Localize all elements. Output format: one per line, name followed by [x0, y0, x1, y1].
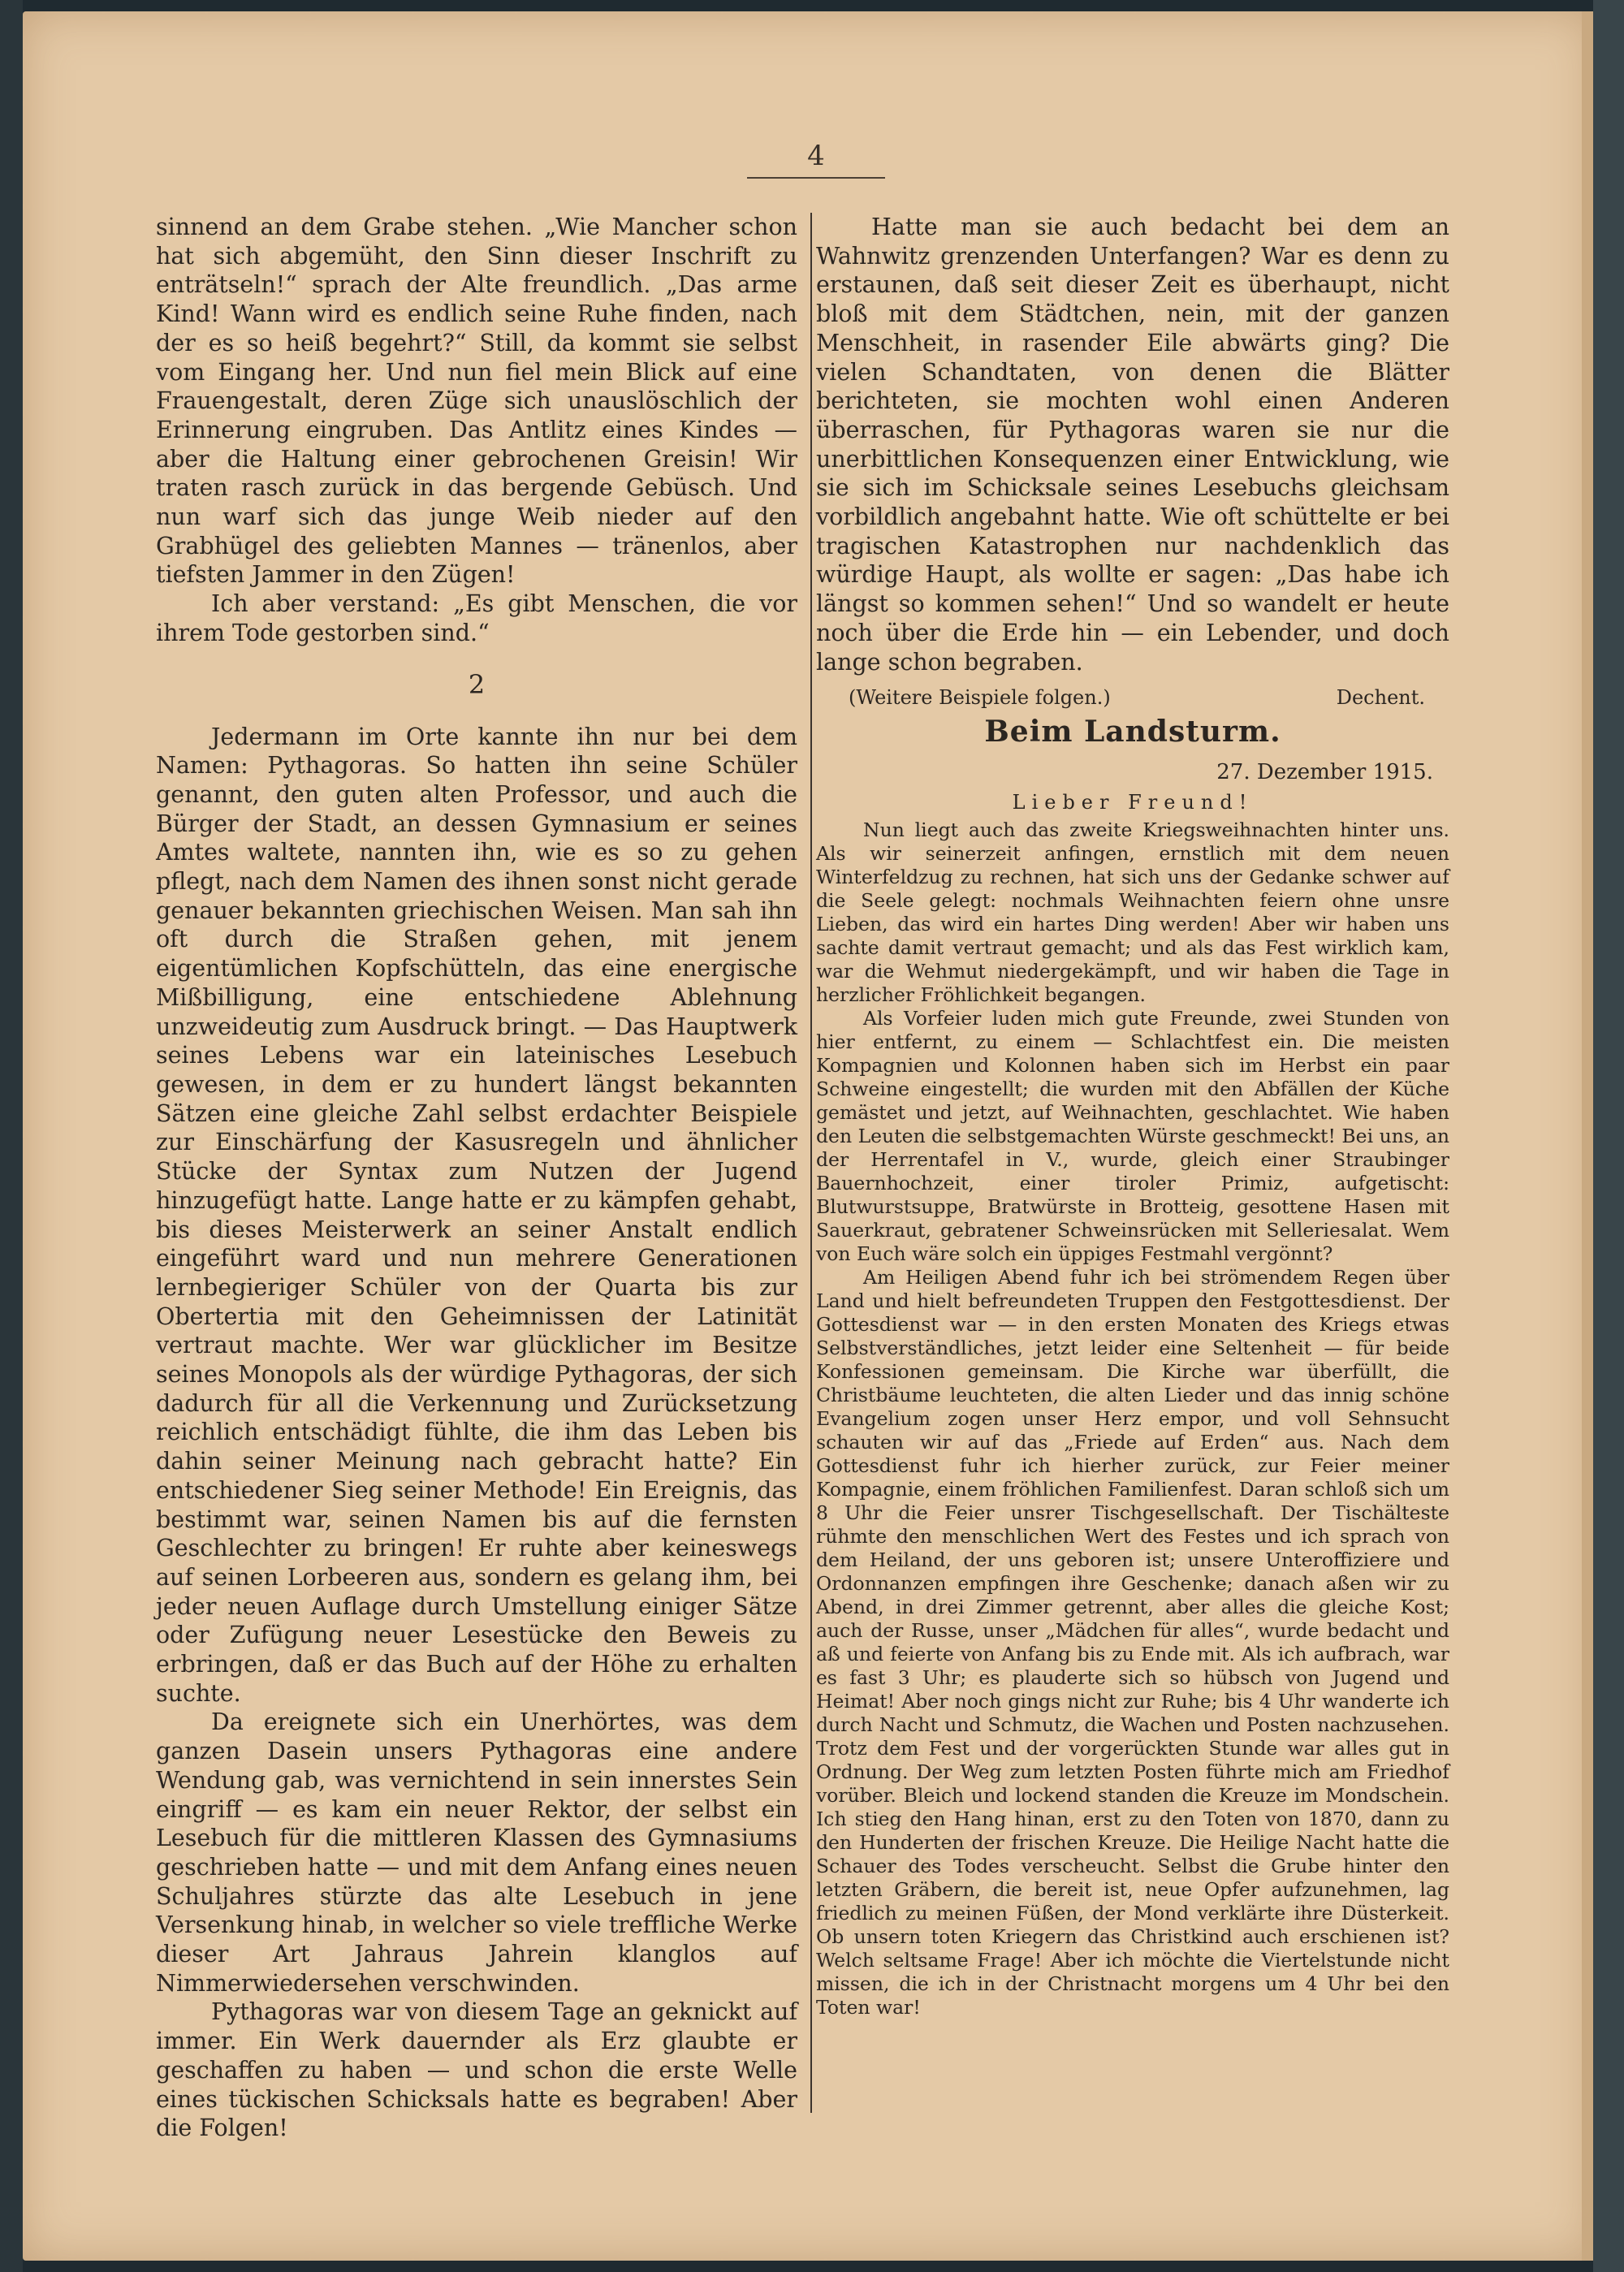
- article-paragraph: Als Vorfeier luden mich gute Freunde, zwei Stunden von hier entfernt, zu einem — Schlachtfest ein. Die meisten Kompagnien und Kolonnen haben sich im Herbst ein paar Schweine eingestellt; die wurden mit den Abfällen der Küche gemästet und jetzt, auf Weihnachten, geschlachtet. Wie haben den Leuten die selbstgemachten Würste geschmeckt! Bei uns, an der Herrentafel in V., wurde, gleich einer Straubinger Bauernhochzeit, einer tiroler Primiz, aufgetischt: Blutwurstsuppe, Bratwürste in Brotteig, gesottene Hasen mit Sauerkraut, gebratener Schweinsrücken mit Selleriesalat. Wem von Euch wäre solch ein üppiges Festmahl vergönnt?: [816, 1007, 1449, 1265]
- article-landsturm: [816, 715, 1449, 2019]
- story-paragraph: Hatte man sie auch bedacht bei dem an Wahnwitz grenzenden Unterfangen? War es denn zu erstaunen, daß seit dieser Zeit es überhaupt, nicht bloß mit dem Städtchen, nein, mit der ganzen Menschheit, in rasender Eile abwärts ging? Die vielen Schandtaten, von denen die Blätter berichteten, sie mochten wohl einen Anderen überraschen, für Pythagoras waren sie nur die unerbittlichen Konsequenzen einer Entwicklung, wie sie sich im Schicksale seines Lesebuchs gleichsam vorbildlich angebahnt hatte. Wie oft schüttelte er bei tragischen Katastrophen nur nachdenklich das würdige Haupt, als wollte er sagen: „Das habe ich längst so kommen sehen!“ Und so wandelt er heute noch über die Erde hin — ein Lebender, und doch lange schon begraben.: [816, 214, 1449, 676]
- author-signature: Dechent.: [1336, 686, 1425, 710]
- page-number: 4: [747, 140, 885, 179]
- section-number: 2: [468, 668, 486, 700]
- continuation-note: (Weitere Beispiele folgen.): [849, 686, 1111, 710]
- story-paragraph: Da ereignete sich ein Unerhörtes, was dem ganzen Dasein unsers Pythagoras eine andere Wendung gab, was vernichtend in sein innerstes Sein eingriff — es kam ein neuer Rektor, der selbst ein Lesebuch für die mittleren Klassen des Gymnasiums geschrieben hatte — und mit dem Anfang eines neuen Schuljahres stürzte das alte Lesebuch in jene Versenkung hinab, in welcher so viele treffliche Werke dieser Art Jahraus Jahrein klanglos auf Nimmerwiedersehen verschwinden.: [156, 1708, 797, 1997]
- book-binding-right: [1593, 0, 1624, 2272]
- letter-salutation: Lieber Freund!: [1012, 791, 1254, 814]
- article-date: 27. Dezember 1915.: [1216, 760, 1433, 784]
- right-column-story: [816, 213, 1449, 709]
- story-paragraph: Pythagoras war von diesem Tage an geknickt auf immer. Ein Werk dauernder als Erz glaubte er geschaffen zu haben — und schon die erste Welle eines tückischen Schicksals hatte es begraben! Aber die Folgen!: [156, 1998, 797, 2142]
- story-footer: [816, 686, 1449, 709]
- story-paragraph: Ich aber verstand: „Es gibt Menschen, die vor ihrem Tode gestorben sind.“: [156, 590, 797, 646]
- left-column: [156, 213, 797, 2143]
- story-paragraph: sinnend an dem Grabe stehen. „Wie Mancher schon hat sich abgemüht, den Sinn dieser Inschrift zu enträtseln!“ sprach der Alte freundlich. „Das arme Kind! Wann wird es endlich seine Ruhe finden, nach der es so heiß begehrt?“ Still, da kommt sie selbst vom Eingang her. Und nun fiel mein Blick auf eine Frauengestalt, deren Züge sich unauslöschlich der Erinnerung eingruben. Das Antlitz eines Kindes — aber die Haltung einer gebrochenen Greisin! Wir traten rasch zurück in das bergende Gebüsch. Und nun warf sich das junge Weib nieder auf den Grabhügel des geliebten Mannes — tränenlos, aber tiefsten Jammer in den Zügen!: [156, 214, 797, 589]
- column-divider: [810, 213, 812, 2113]
- article-paragraph: Nun liegt auch das zweite Kriegsweihnachten hinter uns. Als wir seinerzeit anfingen, ernstlich mit dem neuen Winterfeldzug zu rechnen, hat sich uns der Gedanke schwer auf die Seele gelegt: nochmals Weihnachten feiern ohne unsre Lieben, das wird ein hartes Ding werden! Aber wir haben uns sachte damit vertraut gemacht; und als das Fest wirklich kam, war die Wehmut niedergekämpft, und wir haben die Tage in herzlicher Fröhlichkeit begangen.: [816, 819, 1449, 1006]
- book-binding-left: [0, 0, 23, 2272]
- story-paragraph: Jedermann im Orte kannte ihn nur bei dem Namen: Pythagoras. So hatten ihn seine Schüler genannt, den guten alten Professor, und auch die Bürger der Stadt, an dessen Gymnasium er seines Amtes waltete, nannten ihn, wie es so zu gehen pflegt, nach dem Namen des ihnen sonst nicht gerade genauer bekannten griechischen Weisen. Man sah ihn oft durch die Straßen gehen, mit jenem eigentümlichen Kopfschütteln, das eine energische Mißbilligung, eine entschiedene Ablehnung unzweideutig zum Ausdruck bringt. — Das Hauptwerk seines Lebens war ein lateinisches Lesebuch gewesen, in dem er zu hundert längst bekannten Sätzen eine gleiche Zahl selbst erdachter Beispiele zur Einschärfung der Kasusregeln und ähnlicher Stücke der Syntax zum Nutzen der Jugend hinzugefügt hatte. Lange hatte er zu kämpfen gehabt, bis dieses Meisterwerk an seiner Anstalt endlich eingeführt ward und nun mehrere Generationen lernbegieriger Schüler von der Quarta bis zur Obertertia mit den Geheimnissen der Latinität vertraut machte. Wer war glücklicher im Besitze seines Monopols als der würdige Pythagoras, der sich dadurch für all die Verkennung und Zurücksetzung reichlich entschädigt fühlte, die ihm das Leben bis dahin seiner Meinung nach gebracht hatte? Ein entschiedener Sieg seiner Methode! Ein Ereignis, das bestimmt war, seinen Namen bis auf die fernsten Geschlechter zu bringen! Er ruhte aber keineswegs auf seinen Lorbeeren aus, sondern es gelang ihm, bei jeder neuen Auflage durch Umstellung einiger Sätze oder Zufügung neuer Lesestücke den Beweis zu erbringen, daß er das Buch auf der Höhe zu erhalten suchte.: [156, 723, 797, 1707]
- article-paragraph: Am Heiligen Abend fuhr ich bei strömendem Regen über Land und hielt befreundeten Truppen den Festgottesdienst. Der Gottesdienst war — in den ersten Monaten des Kriegs etwas Selbstverständliches, jetzt leider eine Seltenheit — für beide Konfessionen gemeinsam. Die Kirche war überfüllt, die Christbäume leuchteten, die alten Lieder und das innig schöne Evangelium zogen unser Herz empor, und voll Sehnsucht schauten wir auf das „Friede auf Erden“ aus. Nach dem Gottesdienst fuhr ich hierher zurück, zur Feier meiner Kompagnie, einem fröhlichen Familienfest. Daran schloß sich um 8 Uhr die Feier unsrer Tischgesellschaft. Der Tischälteste rühmte den menschlichen Wert des Festes und ich sprach von dem Heiland, der uns geboren ist; unsere Unteroffiziere und Ordonnanzen empfingen ihre Geschenke; danach aßen wir zu Abend, in drei Zimmer getrennt, aber alles die gleiche Kost; auch der Russe, unser „Mädchen für alles“, wurde bedacht und aß und feierte von Anfang bis zu Ende mit. Als ich aufbrach, war es fast 3 Uhr; es plauderte sich so hübsch von Jugend und Heimat! Aber noch gings nicht zur Ruhe; bis 4 Uhr wanderte ich durch Nacht und Schmutz, die Wachen und Posten nachzusehen. Trotz dem Fest und der vorgerückten Stunde war alles gut in Ordnung. Der Weg zum letzten Posten führte mich am Friedhof vorüber. Bleich und lockend standen die Kreuze im Mondschein. Ich stieg den Hang hinan, erst zu den Toten von 1870, dann zu den Hunderten der frischen Kreuze. Die Heilige Nacht hatte die Schauer des Todes verscheucht. Selbst die Grube hinter den letzten Gräbern, die bereit ist, neue Opfer aufzunehmen, lag friedlich zu meinen Füßen, der Mond verklärte ihre Düsterkeit. Ob unsern toten Kriegern das Christkind auch erschienen ist? Welch seltsame Frage! Aber ich möchte die Viertelstunde nicht missen, die ich in der Christnacht morgens um 4 Uhr bei den Toten war!: [816, 1266, 1449, 2019]
- article-title: Beim Landsturm.: [984, 715, 1281, 749]
- page-edge: [1582, 11, 1593, 2261]
